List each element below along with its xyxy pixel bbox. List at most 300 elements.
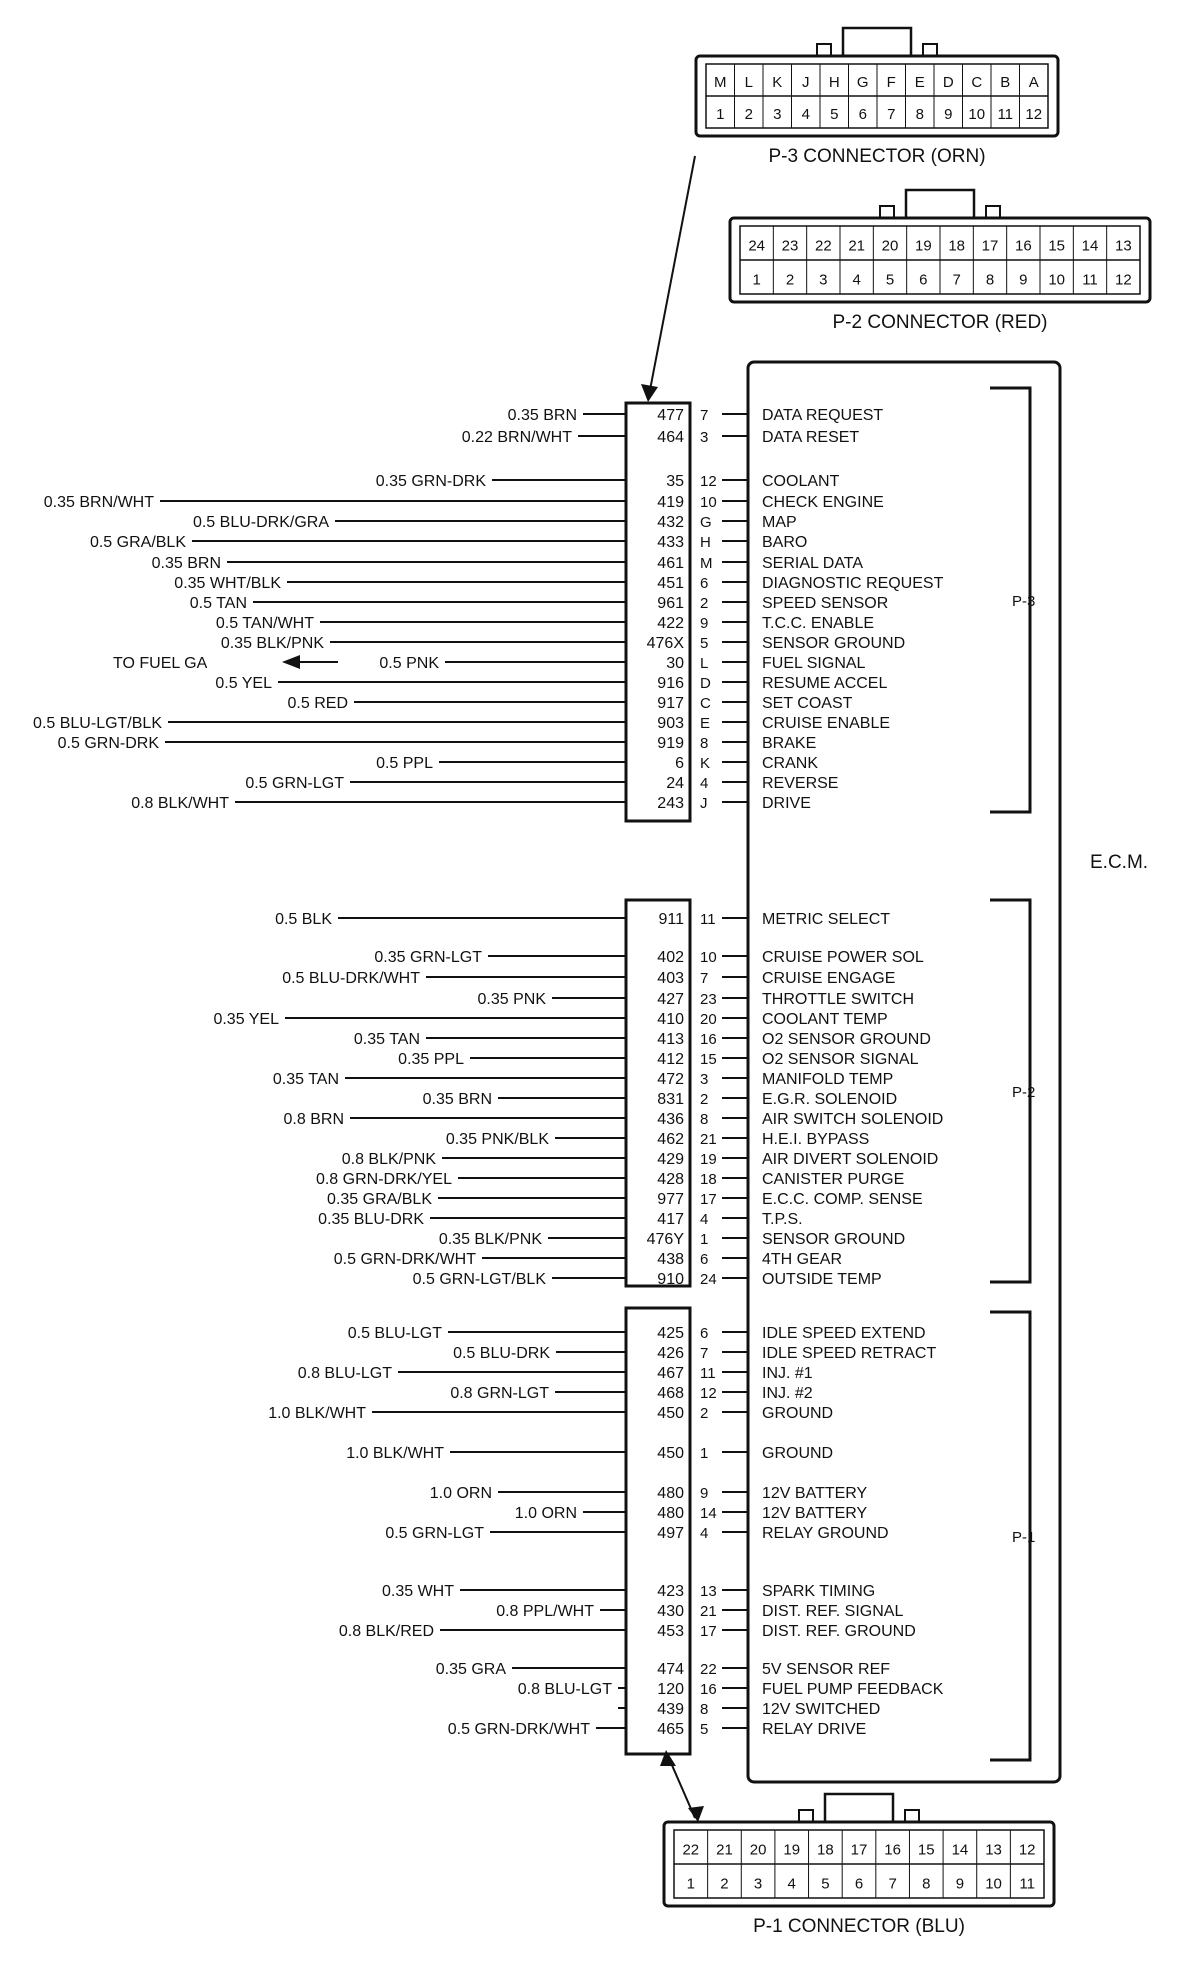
circuit-number: 465 (657, 1721, 684, 1738)
cavity-pin: 9 (700, 615, 709, 632)
p3-wire-row (216, 615, 874, 632)
circuit-number: 451 (657, 575, 684, 592)
p1-connector-latch (825, 1794, 893, 1822)
circuit-function: CRANK (762, 755, 819, 772)
cavity-pin: 2 (700, 1091, 709, 1108)
wire-color-label: 0.5 GRN-LGT (385, 1525, 484, 1542)
circuit-function: REVERSE (762, 775, 839, 792)
cavity-pin: 15 (700, 1051, 717, 1068)
cavity-pin: M (700, 555, 713, 572)
cavity-number: 2 (720, 1875, 729, 1893)
cavity-number: 11 (1019, 1875, 1035, 1893)
wire-color-label: 0.5 GRA/BLK (89, 534, 186, 551)
wire-color-label: 0.35 TAN (272, 1071, 339, 1088)
circuit-function: RELAY DRIVE (762, 1721, 867, 1738)
circuit-function: 12V BATTERY (762, 1485, 868, 1502)
cavity-label: 16 (1014, 237, 1032, 255)
cavity-number: 10 (985, 1875, 1002, 1893)
cavity-pin: 3 (700, 429, 709, 446)
circuit-number: 477 (657, 407, 684, 424)
cavity-pin: D (700, 675, 711, 692)
wire-color-label: 0.8 BRN (283, 1111, 344, 1128)
cavity-label: H (828, 74, 840, 92)
cavity-pin: 2 (700, 595, 709, 612)
p3-wire-row (508, 407, 884, 424)
p2-wire-row (423, 1091, 898, 1108)
circuit-function: SET COAST (762, 695, 853, 712)
wire-color-label: 0.5 GRN-LGT (245, 775, 344, 792)
cavity-pin: 2 (700, 1405, 709, 1422)
circuit-function: COOLANT (762, 473, 840, 490)
cavity-label: 22 (682, 1841, 700, 1859)
cavity-pin: C (700, 695, 711, 712)
wire-color-label: 0.8 GRN-LGT (450, 1385, 549, 1402)
wire-color-label: 0.35 BRN (507, 407, 577, 424)
p3-group-bracket-label: P-3 (1012, 593, 1036, 610)
wire-color-label: 0.35 GRA/BLK (327, 1191, 432, 1208)
circuit-function: DIST. REF. SIGNAL (762, 1603, 904, 1620)
wire-color-label: 0.35 BRN/WHT (43, 494, 154, 511)
cavity-number: 8 (915, 106, 924, 124)
circuit-number: 474 (657, 1661, 684, 1678)
p3-pointer-line (650, 156, 695, 390)
cavity-label: 16 (884, 1841, 901, 1859)
p2-group-bracket (990, 900, 1035, 1282)
wire-layer (33, 362, 1060, 1782)
wire-color-label: 0.8 BLK/PNK (341, 1151, 436, 1168)
p2-wire-row (284, 1111, 944, 1128)
cavity-pin: J (700, 795, 708, 812)
circuit-number: 402 (657, 949, 684, 966)
wire-color-label: 0.35 WHT/BLK (174, 575, 281, 592)
circuit-number: 410 (657, 1011, 684, 1028)
p3-connector-latch (843, 28, 911, 56)
cavity-number: 8 (985, 271, 995, 289)
p2-wire-row (374, 949, 924, 966)
p2-wire-row (478, 991, 914, 1008)
p3-connector-clip (817, 44, 831, 56)
circuit-number: 911 (658, 911, 684, 928)
cavity-pin: 11 (700, 1365, 716, 1382)
circuit-function: BRAKE (762, 735, 817, 752)
cavity-label: 19 (914, 237, 932, 255)
cavity-label: 12 (1018, 1841, 1036, 1859)
p3-wire-row (152, 555, 864, 572)
circuit-function: DATA RESET (762, 429, 860, 446)
cavity-pin: 21 (700, 1603, 717, 1620)
circuit-number: 464 (657, 429, 684, 446)
circuit-function: IDLE SPEED RETRACT (762, 1345, 937, 1362)
p2-group-bracket-label: P-2 (1012, 1084, 1036, 1101)
p1-pointer-arrow-bottom-icon (688, 1806, 704, 1822)
wire-color-label: 0.8 BLU-LGT (297, 1365, 392, 1382)
circuit-function: THROTTLE SWITCH (762, 991, 914, 1008)
wire-color-label: 1.0 BLK/WHT (268, 1405, 366, 1422)
cavity-pin: 6 (700, 575, 709, 592)
cavity-pin: 8 (700, 735, 709, 752)
circuit-number: 497 (657, 1525, 684, 1542)
circuit-number: 432 (657, 514, 684, 531)
cavity-pin: 17 (700, 1623, 717, 1640)
wire-color-label: 0.35 PNK (477, 991, 546, 1008)
wire-color-label: 0.5 GRN-DRK/WHT (447, 1721, 590, 1738)
circuit-number: 425 (657, 1325, 684, 1342)
p3-wire-row (44, 494, 884, 511)
wire-color-label: 0.22 BRN/WHT (461, 429, 572, 446)
cavity-number: 5 (821, 1875, 830, 1893)
wire-color-label: 0.5 BLU-LGT (347, 1325, 442, 1342)
circuit-function: IDLE SPEED EXTEND (762, 1325, 926, 1342)
cavity-number: 12 (1025, 106, 1043, 124)
circuit-number: 977 (657, 1191, 684, 1208)
circuit-function: H.E.I. BYPASS (762, 1131, 870, 1148)
cavity-label: B (1000, 74, 1011, 92)
wire-color-label: 0.35 GRA (435, 1661, 506, 1678)
p2-connector-title: P-2 CONNECTOR (RED) (832, 312, 1048, 333)
circuit-number: 480 (657, 1485, 684, 1502)
wire-color-label: 0.35 WHT (381, 1583, 454, 1600)
p2-connector-clip (880, 206, 894, 218)
p1-wire-row (453, 1345, 936, 1362)
cavity-pin: K (700, 755, 711, 772)
cavity-pin: 11 (700, 911, 716, 928)
p1-connector (664, 1794, 1054, 1937)
circuit-function: FUEL SIGNAL (762, 655, 866, 672)
cavity-pin: 10 (700, 494, 717, 511)
cavity-number: 5 (830, 106, 839, 124)
cavity-label: C (971, 74, 983, 92)
wire-color-label: 0.5 BLU-LGT/BLK (33, 715, 162, 732)
p1-wire-row (450, 1385, 812, 1402)
circuit-number: 472 (657, 1071, 684, 1088)
cavity-pin: 16 (700, 1031, 717, 1048)
p3-pointer-arrow-icon (641, 384, 658, 402)
cavity-number: 9 (1019, 271, 1028, 289)
circuit-number: 422 (657, 615, 684, 632)
circuit-function: GROUND (762, 1445, 834, 1462)
cavity-label: 22 (814, 237, 832, 255)
cavity-pin: 16 (700, 1681, 717, 1698)
p3-wire-row (131, 795, 811, 812)
cavity-number: 7 (887, 106, 896, 124)
cavity-label: 18 (948, 237, 966, 255)
fuel-gauge-arrow-icon (282, 655, 300, 669)
cavity-label: A (1028, 74, 1039, 92)
cavity-pin: 13 (700, 1583, 717, 1600)
cavity-number: 6 (858, 106, 867, 124)
wire-color-label: 0.8 BLK/WHT (131, 795, 229, 812)
cavity-pin: 19 (700, 1151, 717, 1168)
p1-wire-row (346, 1445, 833, 1462)
wire-color-label: 0.35 BLK/PNK (438, 1231, 542, 1248)
cavity-number: 7 (888, 1875, 897, 1893)
cavity-number: 4 (801, 106, 810, 124)
circuit-number: 910 (657, 1271, 684, 1288)
circuit-number: 403 (657, 970, 684, 987)
cavity-pin: 5 (700, 635, 709, 652)
circuit-number: 468 (657, 1385, 684, 1402)
cavity-label: 20 (881, 237, 899, 255)
cavity-pin: 5 (700, 1721, 709, 1738)
cavity-label: 21 (716, 1841, 733, 1859)
p3-wire-row (174, 575, 943, 592)
cavity-label: 15 (917, 1841, 935, 1859)
circuit-function: SERIAL DATA (762, 555, 864, 572)
wire-color-label: 0.5 BLU-DRK/GRA (192, 514, 329, 531)
p3-wire-row (221, 635, 905, 652)
wire-color-label: 0.5 GRN-DRK (57, 735, 159, 752)
wire-color-label: 0.5 TAN/WHT (215, 615, 314, 632)
p1-wire-row (382, 1583, 875, 1600)
cavity-pin: 22 (700, 1661, 717, 1678)
circuit-function: DIAGNOSTIC REQUEST (762, 575, 944, 592)
p2-wire-row (439, 1231, 905, 1248)
cavity-number: 11 (997, 106, 1014, 124)
cavity-number: 6 (854, 1875, 864, 1893)
wire-color-label: 0.35 BLK/PNK (220, 635, 324, 652)
cavity-label: 19 (783, 1841, 801, 1859)
cavity-label: 17 (850, 1841, 868, 1859)
circuit-function: RESUME ACCEL (762, 675, 888, 692)
circuit-function: SPEED SENSOR (762, 595, 889, 612)
cavity-pin: 4 (700, 1525, 709, 1542)
circuit-function: SPARK TIMING (762, 1583, 876, 1600)
circuit-number: 433 (657, 534, 684, 551)
cavity-label: 17 (981, 237, 999, 255)
wire-color-label: 0.5 RED (287, 695, 348, 712)
cavity-pin: 7 (700, 1345, 709, 1362)
circuit-function: DATA REQUEST (762, 407, 884, 424)
circuit-function: METRIC SELECT (762, 911, 891, 928)
circuit-function: CHECK ENGINE (762, 494, 884, 511)
p3-group-bracket (990, 388, 1035, 812)
circuit-number: 476Y (646, 1231, 684, 1248)
circuit-number: 476X (646, 635, 684, 652)
circuit-function: 5V SENSOR REF (762, 1661, 891, 1678)
circuit-function: COOLANT TEMP (762, 1011, 888, 1028)
p1-group-bracket (990, 1312, 1035, 1760)
p1-wire-row (298, 1365, 813, 1382)
cavity-number: 1 (716, 106, 725, 124)
wire-color-label: 0.8 PPL/WHT (496, 1603, 594, 1620)
circuit-number: 450 (657, 1445, 684, 1462)
p1-group-bracket-label: P-1 (1012, 1529, 1036, 1546)
circuit-function: GROUND (762, 1405, 834, 1422)
circuit-number: 417 (657, 1211, 684, 1228)
circuit-number: 430 (657, 1603, 684, 1620)
circuit-number: 916 (657, 675, 684, 692)
cavity-number: 2 (785, 271, 795, 289)
p3-wire-row (376, 755, 818, 772)
p3-wire-row (462, 429, 860, 446)
cavity-pin: 14 (700, 1505, 717, 1522)
circuit-function: AIR SWITCH SOLENOID (762, 1111, 944, 1128)
p3-wire-row (58, 735, 817, 752)
cavity-pin: 10 (700, 949, 717, 966)
cavity-label: 14 (951, 1841, 969, 1859)
cavity-pin: 1 (700, 1231, 709, 1248)
wire-color-label: 0.5 GRN-LGT/BLK (412, 1271, 546, 1288)
p2-connector-clip (986, 206, 1000, 218)
circuit-number: 961 (657, 595, 684, 612)
cavity-number: 9 (944, 106, 953, 124)
cavity-number: 3 (819, 271, 828, 289)
circuit-function: SENSOR GROUND (762, 1231, 906, 1248)
cavity-label: 21 (848, 237, 866, 255)
wire-color-label: 0.35 PPL (398, 1051, 464, 1068)
cavity-pin: 6 (700, 1325, 709, 1342)
circuit-number: 426 (657, 1345, 684, 1362)
circuit-function: T.P.S. (762, 1211, 803, 1228)
cavity-label: 13 (985, 1841, 1002, 1859)
wire-color-label: 0.5 PNK (379, 655, 439, 672)
circuit-number: 35 (666, 473, 684, 490)
cavity-number: 5 (885, 271, 895, 289)
cavity-pin: 20 (700, 1011, 717, 1028)
wire-color-label: 0.5 TAN (189, 595, 247, 612)
cavity-pin: 8 (700, 1701, 709, 1718)
cavity-pin: 1 (700, 1445, 709, 1462)
p3-wire-row (288, 695, 853, 712)
cavity-label: J (802, 74, 810, 92)
p1-wire-row (385, 1525, 888, 1542)
circuit-function: CANISTER PURGE (762, 1171, 905, 1188)
cavity-number: 11 (1082, 271, 1098, 289)
cavity-label: K (772, 74, 783, 92)
circuit-function: 12V BATTERY (762, 1505, 868, 1522)
p2-wire-row (318, 1211, 802, 1228)
p1-wire-row (518, 1681, 944, 1698)
p1-pointer-arrow-top-icon (660, 1750, 676, 1766)
wire-color-label: 0.35 BRN (151, 555, 221, 572)
circuit-number: 439 (657, 1701, 684, 1718)
wire-color-label: 0.8 GRN-DRK/YEL (315, 1171, 452, 1188)
circuit-number: 462 (657, 1131, 684, 1148)
cavity-pin: 12 (700, 1385, 717, 1402)
cavity-label: 20 (749, 1841, 767, 1859)
cavity-label: 23 (781, 237, 799, 255)
circuit-number: 120 (657, 1681, 684, 1698)
cavity-number: 1 (686, 1875, 695, 1893)
circuit-number: 831 (657, 1091, 684, 1108)
circuit-function: OUTSIDE TEMP (762, 1271, 882, 1288)
p2-connector (730, 190, 1150, 333)
p2-wire-row (398, 1051, 918, 1068)
p3-connector-title: P-3 CONNECTOR (ORN) (768, 146, 986, 167)
cavity-label: D (942, 74, 954, 92)
circuit-function: E.C.C. COMP. SENSE (762, 1191, 923, 1208)
p3-wire-row (376, 473, 840, 490)
p3-wire-row (379, 655, 865, 672)
cavity-pin: L (700, 655, 709, 672)
cavity-pin: 6 (700, 1251, 709, 1268)
cavity-number: 3 (753, 1875, 763, 1893)
p2-wire-row (213, 1011, 887, 1028)
wire-color-label: 0.35 GRN-DRK (375, 473, 486, 490)
circuit-function: RELAY GROUND (762, 1525, 889, 1542)
cavity-number: 7 (952, 271, 961, 289)
p2-wire-row (282, 970, 895, 987)
cavity-pin: G (700, 514, 712, 531)
p3-connector (696, 28, 1058, 167)
wire-color-label: 0.35 BLU-DRK (318, 1211, 424, 1228)
p2-wire-row (446, 1131, 869, 1148)
cavity-number: 1 (752, 271, 761, 289)
circuit-number: 903 (657, 715, 684, 732)
wire-color-label: 0.35 GRN-LGT (374, 949, 482, 966)
p3-wire-row (215, 675, 887, 692)
connector-layer (641, 28, 1150, 1937)
fuel-gauge-annotation: TO FUEL GA (113, 655, 208, 672)
p2-wire-row (273, 1071, 893, 1088)
p1-wire-row (448, 1721, 867, 1738)
cavity-label: E (914, 74, 925, 92)
circuit-function: CRUISE POWER SOL (762, 949, 924, 966)
cavity-label: 13 (1114, 237, 1132, 255)
cavity-pin: 12 (700, 473, 717, 490)
p1-wire-row (496, 1603, 903, 1620)
cavity-pin: 8 (700, 1111, 709, 1128)
circuit-number: 243 (657, 795, 684, 812)
p3-connector-clip (923, 44, 937, 56)
wire-color-label: 0.5 GRN-DRK/WHT (333, 1251, 476, 1268)
cavity-pin: 4 (700, 1211, 709, 1228)
circuit-number: 30 (666, 655, 684, 672)
p3-wire-row (33, 715, 890, 732)
wire-color-label: 1.0 ORN (429, 1485, 492, 1502)
p1-wire-row (436, 1661, 891, 1678)
cavity-pin: 7 (700, 970, 709, 987)
wire-color-label: 0.5 BLK (275, 911, 332, 928)
cavity-number: 9 (955, 1875, 965, 1893)
circuit-number: 419 (657, 494, 684, 511)
p2-wire-row (316, 1171, 904, 1188)
wire-color-label: 0.35 BRN (422, 1091, 492, 1108)
circuit-function: MANIFOLD TEMP (762, 1071, 894, 1088)
circuit-function: AIR DIVERT SOLENOID (762, 1151, 939, 1168)
circuit-number: 467 (657, 1365, 684, 1382)
p3-wire-row (190, 595, 888, 612)
cavity-label: M (714, 74, 727, 92)
circuit-function: O2 SENSOR SIGNAL (762, 1051, 919, 1068)
cavity-pin: H (700, 534, 711, 551)
circuit-function: MAP (762, 514, 797, 531)
p2-wire-row (342, 1151, 939, 1168)
p3-wire-row (193, 514, 797, 531)
circuit-function: INJ. #2 (762, 1385, 813, 1402)
wire-color-label: 0.5 PPL (376, 755, 433, 772)
circuit-function: 12V SWITCHED (762, 1701, 881, 1718)
cavity-pin: 24 (700, 1271, 717, 1288)
wire-color-label: 1.0 BLK/WHT (346, 1445, 444, 1462)
cavity-number: 2 (744, 106, 753, 124)
cavity-pin: E (700, 715, 711, 732)
cavity-pin: 23 (700, 991, 717, 1008)
circuit-number: 412 (657, 1051, 684, 1068)
circuit-number: 413 (657, 1031, 684, 1048)
wire-color-label: 1.0 ORN (514, 1505, 577, 1522)
circuit-number: 917 (657, 695, 684, 712)
circuit-function: BARO (762, 534, 808, 551)
circuit-function: SENSOR GROUND (762, 635, 906, 652)
cavity-label: 24 (748, 237, 766, 255)
cavity-pin: 9 (700, 1485, 709, 1502)
p1-connector-title: P-1 CONNECTOR (BLU) (753, 1916, 965, 1937)
cavity-label: G (856, 74, 869, 92)
wire-color-label: 0.5 BLU-DRK/WHT (282, 970, 420, 987)
circuit-number: 428 (657, 1171, 684, 1188)
cavity-pin: 18 (700, 1171, 717, 1188)
